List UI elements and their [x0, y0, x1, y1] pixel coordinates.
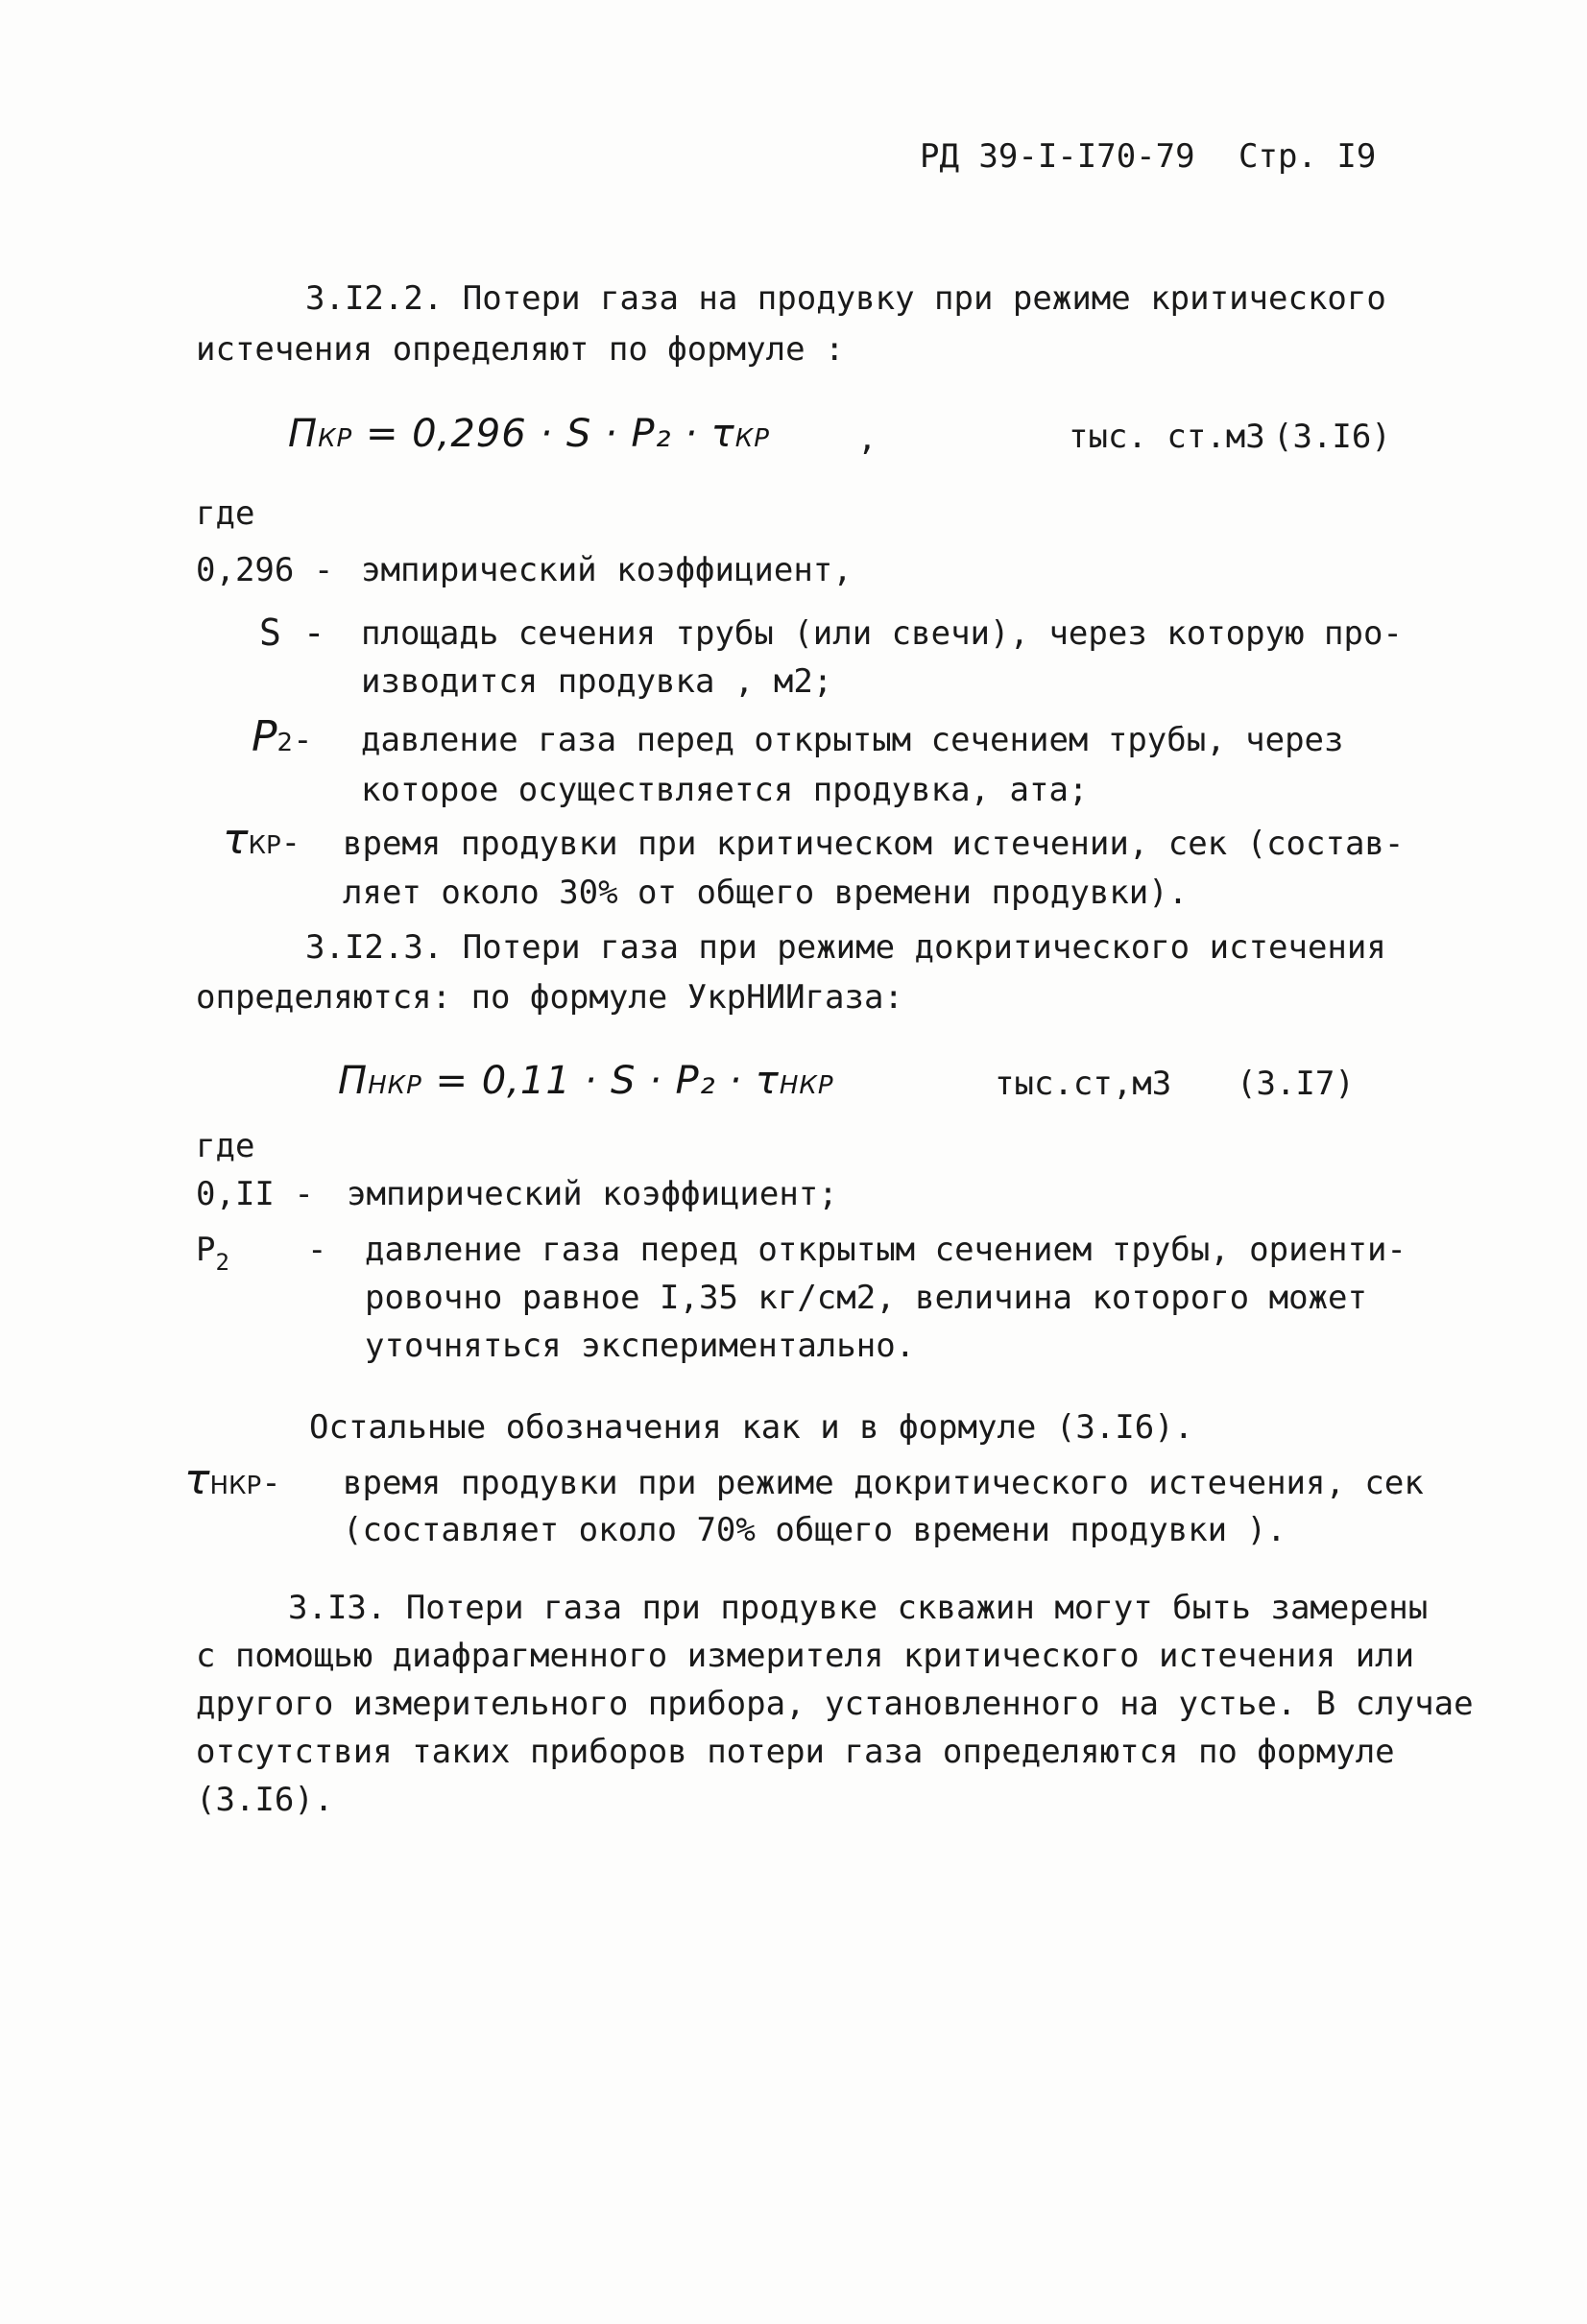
section-3-12-2-line2: истечения определяют по формуле : [196, 330, 845, 369]
page-number: Стр. I9 [1238, 137, 1377, 176]
section-3-12-2-line1: 3.I2.2. Потери газа на продувку при режиме критического [305, 279, 1386, 318]
where-label-2: где [196, 1127, 255, 1165]
def-tau-kr-line1: время продувки при критическом истечении, сек (состав- [343, 825, 1405, 863]
section-3-13-line3: другого измерительного прибора, установленного на устье. В случае [196, 1685, 1474, 1723]
where-label-1: где [196, 494, 255, 533]
def-s-sym: S - [259, 611, 325, 654]
formula-3-17-lhs-sub: НКР [368, 1071, 422, 1100]
formula-3-16-number: (3.I6) [1273, 418, 1391, 456]
rest-notation-note: Остальные обозначения как и в формуле (3.I6). [309, 1408, 1194, 1447]
document-code: РД 39-I-I70-79 [920, 137, 1195, 176]
def-coef-011-text: эмпирический коэффициент; [347, 1175, 838, 1213]
def-p2-b-sym: $P_2$ [196, 1231, 229, 1276]
def-p2-b-line2: ровочно равное I,35 кг/см2, величина которого может [365, 1279, 1367, 1317]
formula-3-17-rhs: = 0,11 · S · P₂ · τ [435, 1059, 780, 1103]
section-3-13-line1: 3.I3. Потери газа при продувке скважин могут быть замерены [288, 1589, 1429, 1627]
section-3-12-3-line2: определяются: по формуле УкрНИИгаза: [196, 978, 903, 1017]
def-tau-kr-line2: ляет около 30% от общего времени продувки). [343, 874, 1189, 912]
formula-3-17-unit: тыс.ст,м3 [995, 1065, 1172, 1103]
formula-3-16-comma: , [857, 419, 878, 458]
def-tau-nkr-sym: τНКР- [184, 1455, 281, 1504]
formula-3-16-rhs-sub: КР [734, 424, 770, 453]
def-p2-b-line3: уточняться экспериментально. [365, 1327, 916, 1365]
section-3-13-line5: (3.I6). [196, 1781, 334, 1819]
formula-3-16-lhs-sub: КР [318, 424, 353, 453]
section-3-12-3-line1: 3.I2.3. Потери газа при режиме докритического истечения [305, 928, 1386, 967]
formula-3-16-lhs: П [288, 412, 319, 456]
def-s-line2: изводится продувка , м2; [361, 662, 833, 701]
formula-3-17-lhs: П [338, 1059, 369, 1103]
def-coef-0296-sym: 0,296 - [196, 551, 334, 589]
def-p2-sym: P2- [252, 712, 313, 761]
def-p2-b-dash: - [307, 1231, 327, 1269]
def-coef-011-sym: 0,II - [196, 1175, 314, 1213]
def-s-line1: площадь сечения трубы (или свечи), через которую про- [361, 614, 1403, 653]
formula-3-17-rhs-sub: НКР [779, 1071, 834, 1100]
formula-3-17-number: (3.I7) [1237, 1065, 1355, 1103]
section-3-13-line2: с помощью диафрагменного измерителя критического истечения или [196, 1637, 1415, 1675]
formula-3-16-unit: тыс. ст.м3 [1069, 418, 1265, 456]
def-tau-kr-sym: τКР- [223, 815, 301, 864]
formula-3-17 [338, 1059, 834, 1103]
def-coef-0296-text: эмпирический коэффициент, [361, 551, 853, 589]
def-tau-nkr-line1: время продувки при режиме докритического истечения, сек [343, 1464, 1424, 1502]
def-p2-line2: которое осуществляется продувка, ата; [361, 771, 1089, 809]
section-3-13-line4: отсутствия таких приборов потери газа определяются по формуле [196, 1733, 1395, 1771]
def-tau-nkr-line2: (составляет около 70% общего времени продувки ). [343, 1511, 1286, 1549]
formula-3-16 [288, 412, 770, 456]
def-p2-line1: давление газа перед открытым сечением трубы, через [361, 721, 1344, 759]
def-p2-b-line1: давление газа перед открытым сечением трубы, ориенти- [365, 1231, 1407, 1269]
formula-3-16-rhs: = 0,296 · S · P₂ · τ [365, 412, 735, 456]
